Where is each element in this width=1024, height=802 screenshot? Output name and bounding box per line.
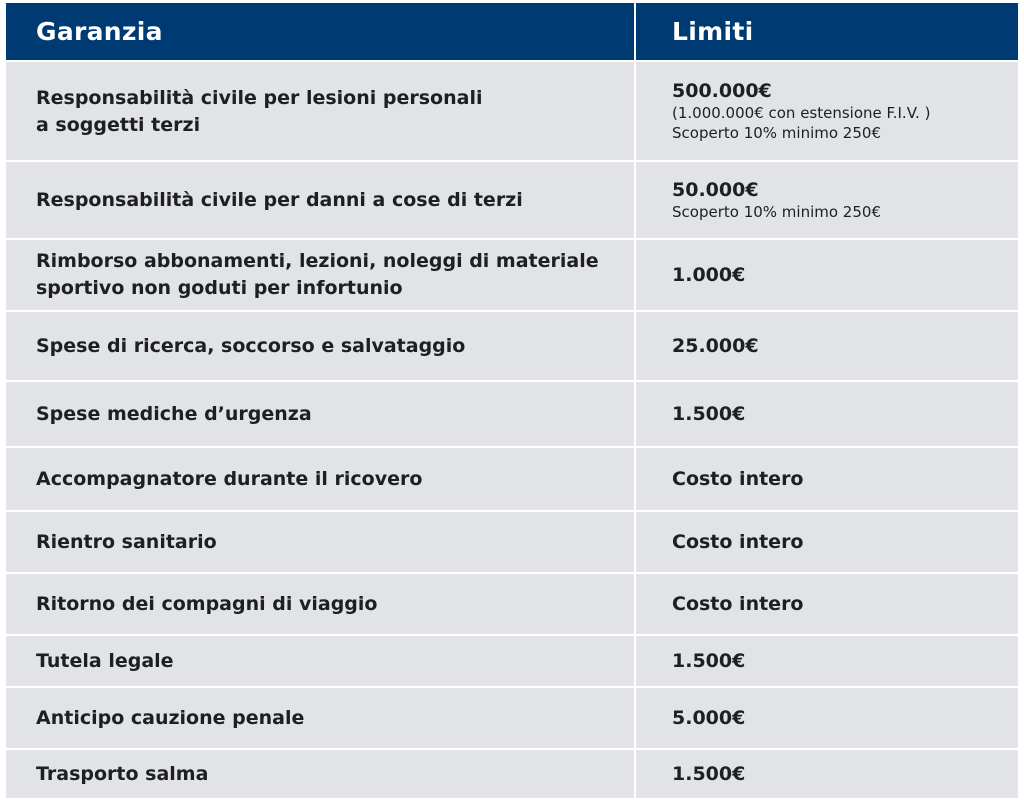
limite-cell (636, 312, 1018, 380)
garanzia-text: Responsabilità civile per danni a cose di terzi (36, 188, 523, 211)
limite-value: 500.000€ (672, 80, 772, 102)
table-row (6, 238, 1018, 310)
garanzia-cell (6, 382, 636, 446)
coverage-table (6, 3, 1018, 798)
garanzia-text: sportivo non goduti per infortunio (36, 277, 403, 299)
limite-value: 1.000€ (672, 264, 746, 286)
garanzia-cell (6, 688, 636, 748)
header-garanzia: Garanzia (6, 3, 636, 60)
garanzia-cell (6, 312, 636, 380)
garanzia-cell (6, 750, 636, 798)
limite-value: 1.500€ (672, 650, 746, 672)
limite-cell (636, 62, 1018, 160)
limite-cell (636, 688, 1018, 748)
garanzia-text: Spese mediche d’urgenza (36, 402, 312, 425)
limite-cell (636, 162, 1018, 238)
limite-cell (636, 382, 1018, 446)
garanzia-cell (6, 636, 636, 686)
garanzia-cell (6, 512, 636, 572)
garanzia-text: a soggetti terzi (36, 114, 201, 136)
table-row (6, 60, 1018, 160)
garanzia-cell (6, 62, 636, 160)
header-limiti: Limiti (672, 17, 754, 46)
garanzia-cell (6, 448, 636, 510)
garanzia-text: Tutela legale (36, 649, 174, 672)
limite-note: (1.000.000€ con estensione F.I.V. ) (672, 104, 931, 122)
table-row (6, 634, 1018, 686)
table-row (6, 686, 1018, 748)
limite-value: 25.000€ (672, 335, 759, 357)
garanzia-text: Rimborso abbonamenti, lezioni, noleggi di materiale (36, 250, 599, 272)
limite-value: 50.000€ (672, 179, 759, 201)
garanzia-text: Rientro sanitario (36, 530, 217, 553)
limite-value: 1.500€ (672, 763, 746, 785)
garanzia-text: Ritorno dei compagni di viaggio (36, 592, 378, 615)
table-row (6, 510, 1018, 572)
limite-note: Scoperto 10% minimo 250€ (672, 124, 881, 142)
garanzia-text: Anticipo cauzione penale (36, 706, 305, 729)
table-row (6, 160, 1018, 238)
table-header (6, 3, 1018, 60)
limite-cell (636, 750, 1018, 798)
table-row (6, 446, 1018, 510)
limite-cell (636, 574, 1018, 634)
limite-cell (636, 512, 1018, 572)
limite-value: Costo intero (672, 468, 804, 490)
limite-note: Scoperto 10% minimo 250€ (672, 203, 881, 221)
limite-cell (636, 448, 1018, 510)
garanzia-text: Trasporto salma (36, 762, 209, 785)
limite-value: 1.500€ (672, 403, 746, 425)
limite-value: 5.000€ (672, 707, 746, 729)
table-row (6, 380, 1018, 446)
limite-value: Costo intero (672, 593, 804, 615)
garanzia-text: Spese di ricerca, soccorso e salvataggio (36, 334, 466, 357)
table-row (6, 310, 1018, 380)
garanzia-cell (6, 574, 636, 634)
garanzia-cell (6, 162, 636, 238)
garanzia-text: Responsabilità civile per lesioni personali (36, 87, 483, 109)
limite-value: Costo intero (672, 531, 804, 553)
table-row (6, 572, 1018, 634)
garanzia-text: Accompagnatore durante il ricovero (36, 467, 423, 490)
table-row (6, 748, 1018, 798)
limite-cell (636, 240, 1018, 310)
garanzia-cell (6, 240, 636, 310)
limite-cell (636, 636, 1018, 686)
